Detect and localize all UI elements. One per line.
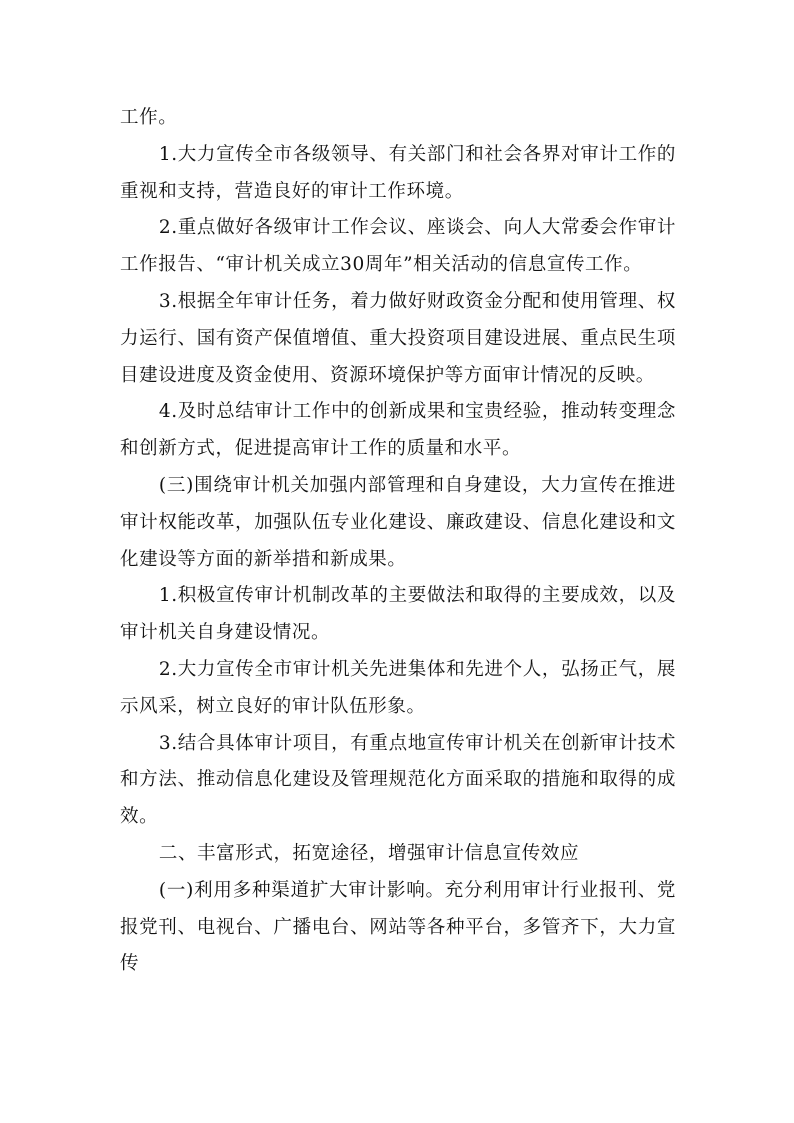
paragraph: 1.积极宣传审计机制改革的主要做法和取得的主要成效，以及审计机关自身建设情况。 xyxy=(120,585,676,644)
document-body xyxy=(120,100,676,983)
paragraph: 3.结合具体审计项目，有重点地宣传审计机关在创新审计技术和方法、推动信息化建设及管理规范化方面采取的措施和取得的成效。 xyxy=(120,732,676,828)
paragraph: 4.及时总结审计工作中的创新成果和宝贵经验，推动转变理念和创新方式，促进提高审计工作的质量和水平。 xyxy=(120,401,676,460)
paragraph: 2.重点做好各级审计工作会议、座谈会、向人大常委会作审计工作报告、“审计机关成立30周年”相关活动的信息宣传工作。 xyxy=(120,217,676,276)
paragraph: 2.大力宣传全市审计机关先进集体和先进个人，弘扬正气，展示风采，树立良好的审计队伍形象。 xyxy=(120,658,676,717)
section-heading: 二、丰富形式，拓宽途径，增强审计信息宣传效应 xyxy=(158,842,580,864)
paragraph: (一)利用多种渠道扩大审计影响。充分利用审计行业报刊、党报党刊、电视台、广播电台、网站等各种平台，多管齐下，大力宣传 xyxy=(120,879,676,975)
section-heading: (三)围绕审计机关加强内部管理和自身建设，大力宣传在推进审计权能改革，加强队伍专业化建设、廉政建设、信息化建设和文化建设等方面的新举措和新成果。 xyxy=(120,474,676,570)
paragraph: 工作。 xyxy=(120,107,178,128)
paragraph: 3.根据全年审计任务，着力做好财政资金分配和使用管理、权力运行、国有资产保值增值、重大投资项目建设进展、重点民生项目建设进度及资金使用、资源环境保护等方面审计情况的反映。 xyxy=(120,290,676,386)
paragraph: 1.大力宣传全市各级领导、有关部门和社会各界对审计工作的重视和支持，营造良好的审计工作环境。 xyxy=(120,143,676,202)
